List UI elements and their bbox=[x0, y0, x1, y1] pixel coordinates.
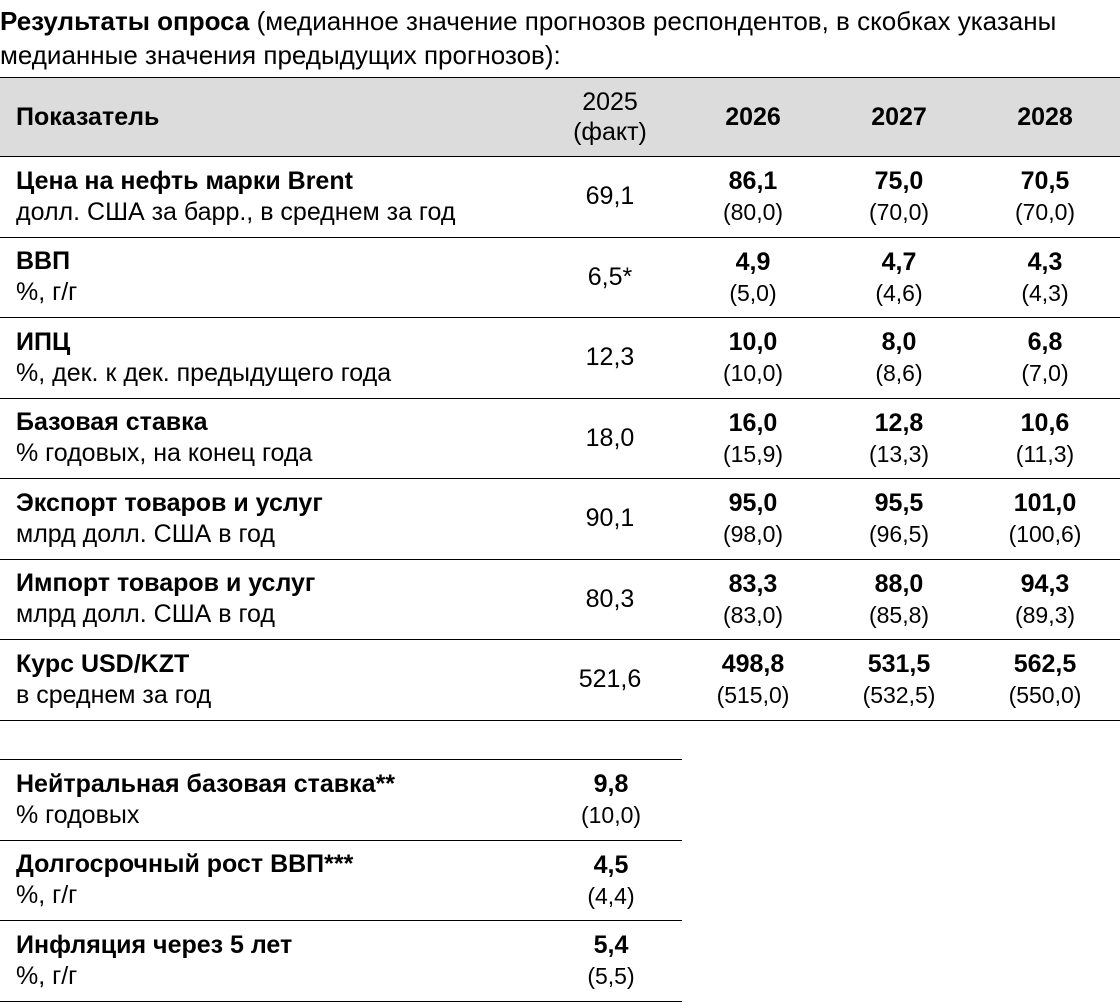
forecast-cell bbox=[680, 166, 826, 227]
previous-forecast: (70,0) bbox=[868, 199, 930, 226]
indicator-unit: %, г/г bbox=[16, 881, 78, 910]
table-row bbox=[0, 560, 1120, 641]
title-rest: (медианное значение прогнозов респондентов, в скобках указаны медианные значения предыдущих прогнозов): bbox=[0, 6, 1057, 70]
forecast-value: 75,0 bbox=[874, 167, 924, 196]
fact-value: 12,3 bbox=[585, 343, 635, 372]
forecast-value: 94,3 bbox=[1020, 569, 1070, 598]
forecast-cell bbox=[972, 327, 1118, 388]
previous-forecast: (7,0) bbox=[1021, 360, 1069, 387]
forecast-value: 10,6 bbox=[1020, 408, 1070, 437]
forecast-cell bbox=[826, 569, 972, 630]
title-bold: Результаты опроса bbox=[0, 6, 250, 36]
header-fact-year: 2025 bbox=[582, 88, 638, 116]
row-label bbox=[0, 930, 540, 992]
indicator-name: Экспорт товаров и услуг bbox=[16, 488, 323, 517]
forecast-value: 83,3 bbox=[728, 569, 778, 598]
fact-cell bbox=[540, 665, 680, 694]
indicator-name: ВВП bbox=[16, 247, 71, 276]
fact-cell bbox=[540, 585, 680, 614]
previous-forecast: (515,0) bbox=[716, 682, 790, 709]
forecast-value: 6,8 bbox=[1027, 328, 1063, 357]
header-indicator: Показатель bbox=[16, 102, 160, 131]
previous-forecast: (4,3) bbox=[1021, 279, 1069, 306]
forecast-value: 10,0 bbox=[728, 328, 778, 357]
table-body bbox=[0, 157, 1120, 721]
fact-value: 6,5* bbox=[587, 262, 633, 291]
indicator-name: Импорт товаров и услуг bbox=[16, 569, 316, 598]
forecast-cell bbox=[540, 930, 682, 991]
forecast-cell bbox=[680, 488, 826, 549]
forecast-value: 4,5 bbox=[593, 850, 629, 879]
fact-value: 69,1 bbox=[585, 182, 635, 211]
indicator-name: Цена на нефть марки Brent bbox=[16, 166, 353, 195]
header-year: 2027 bbox=[871, 102, 927, 131]
fact-cell bbox=[540, 504, 680, 533]
previous-forecast: (96,5) bbox=[868, 521, 930, 548]
previous-forecast: (8,6) bbox=[875, 360, 923, 387]
forecast-value: 4,9 bbox=[735, 247, 771, 276]
indicator-unit: %, г/г bbox=[16, 961, 78, 990]
forecast-value: 498,8 bbox=[721, 650, 785, 679]
table-row bbox=[0, 238, 1120, 319]
forecast-cell bbox=[972, 488, 1118, 549]
forecast-cell bbox=[680, 649, 826, 710]
forecast-value: 4,7 bbox=[881, 247, 917, 276]
fact-cell bbox=[540, 424, 680, 453]
previous-forecast: (532,5) bbox=[862, 682, 936, 709]
indicator-unit: % годовых, на конец года bbox=[16, 439, 313, 468]
previous-forecast: (80,0) bbox=[722, 199, 784, 226]
long-term-row bbox=[0, 921, 682, 1002]
forecast-value: 8,0 bbox=[881, 328, 917, 357]
forecast-cell bbox=[826, 247, 972, 308]
forecast-value: 531,5 bbox=[867, 650, 931, 679]
previous-forecast: (85,8) bbox=[868, 601, 930, 628]
forecast-cell bbox=[826, 649, 972, 710]
fact-cell bbox=[540, 182, 680, 211]
forecast-value: 95,0 bbox=[728, 489, 778, 518]
row-label bbox=[0, 407, 540, 469]
previous-forecast: (89,3) bbox=[1014, 601, 1076, 628]
forecast-cell bbox=[972, 649, 1118, 710]
header-year: 2026 bbox=[725, 102, 781, 131]
forecast-cell bbox=[826, 327, 972, 388]
page-title bbox=[0, 4, 1120, 72]
table-row bbox=[0, 157, 1120, 238]
forecast-value: 88,0 bbox=[874, 569, 924, 598]
forecast-value: 9,8 bbox=[593, 770, 629, 799]
forecast-cell bbox=[972, 247, 1118, 308]
forecast-cell bbox=[972, 569, 1118, 630]
row-label bbox=[0, 488, 540, 550]
indicator-unit: %, дек. к дек. предыдущего года bbox=[16, 358, 392, 387]
long-term-row bbox=[0, 760, 682, 841]
forecast-cell bbox=[540, 769, 682, 830]
forecast-cell bbox=[972, 166, 1118, 227]
previous-forecast: (83,0) bbox=[722, 601, 784, 628]
forecast-cell bbox=[826, 408, 972, 469]
forecast-cell bbox=[680, 569, 826, 630]
forecast-value: 12,8 bbox=[874, 408, 924, 437]
row-label bbox=[0, 849, 540, 911]
previous-forecast: (4,6) bbox=[875, 279, 923, 306]
indicator-unit: млрд долл. США в год bbox=[16, 600, 275, 629]
indicator-name: ИПЦ bbox=[16, 327, 71, 356]
previous-forecast: (13,3) bbox=[868, 440, 930, 467]
long-term-table bbox=[0, 759, 682, 1002]
forecast-cell bbox=[972, 408, 1118, 469]
forecast-value: 16,0 bbox=[728, 408, 778, 437]
fact-value: 521,6 bbox=[578, 665, 642, 694]
forecast-value: 86,1 bbox=[728, 167, 778, 196]
indicator-unit: % годовых bbox=[16, 800, 140, 829]
indicator-name: Нейтральная базовая ставка** bbox=[16, 769, 396, 798]
forecast-cell bbox=[680, 408, 826, 469]
fact-value: 80,3 bbox=[585, 584, 635, 613]
table-row bbox=[0, 399, 1120, 480]
row-label bbox=[0, 327, 540, 389]
indicator-name: Инфляция через 5 лет bbox=[16, 930, 293, 959]
forecast-cell bbox=[680, 327, 826, 388]
previous-forecast: (70,0) bbox=[1014, 199, 1076, 226]
previous-forecast: (4,4) bbox=[587, 882, 635, 909]
table-row bbox=[0, 318, 1120, 399]
previous-forecast: (10,0) bbox=[722, 360, 784, 387]
forecast-cell bbox=[826, 166, 972, 227]
header-year: 2028 bbox=[1017, 102, 1073, 131]
fact-cell bbox=[540, 343, 680, 372]
fact-value: 90,1 bbox=[585, 504, 635, 533]
forecast-cell bbox=[540, 850, 682, 911]
indicator-name: Долгосрочный рост ВВП*** bbox=[16, 850, 354, 879]
indicator-name: Базовая ставка bbox=[16, 408, 208, 437]
forecast-value: 101,0 bbox=[1013, 489, 1077, 518]
forecast-value: 4,3 bbox=[1027, 247, 1063, 276]
previous-forecast: (15,9) bbox=[722, 440, 784, 467]
table-row bbox=[0, 479, 1120, 560]
indicator-unit: %, г/г bbox=[16, 278, 78, 307]
row-label bbox=[0, 246, 540, 308]
forecast-value: 95,5 bbox=[874, 489, 924, 518]
row-label bbox=[0, 568, 540, 630]
header-fact-note: (факт) bbox=[573, 118, 647, 146]
previous-forecast: (5,0) bbox=[729, 279, 777, 306]
forecast-cell bbox=[826, 488, 972, 549]
row-label bbox=[0, 166, 540, 228]
forecast-table bbox=[0, 77, 1120, 721]
indicator-unit: млрд долл. США в год bbox=[16, 519, 275, 548]
previous-forecast: (11,3) bbox=[1015, 440, 1075, 467]
fact-value: 18,0 bbox=[585, 423, 635, 452]
forecast-cell bbox=[680, 247, 826, 308]
forecast-value: 70,5 bbox=[1020, 167, 1070, 196]
indicator-unit: долл. США за барр., в среднем за год bbox=[16, 197, 456, 226]
indicator-unit: в среднем за год bbox=[16, 680, 212, 709]
row-label bbox=[0, 769, 540, 831]
previous-forecast: (100,6) bbox=[1008, 521, 1082, 548]
previous-forecast: (98,0) bbox=[722, 521, 784, 548]
table-row bbox=[0, 640, 1120, 721]
fact-cell bbox=[540, 263, 680, 292]
indicator-name: Курс USD/KZT bbox=[16, 649, 190, 678]
forecast-value: 562,5 bbox=[1013, 650, 1077, 679]
forecast-value: 5,4 bbox=[593, 931, 629, 960]
previous-forecast: (550,0) bbox=[1008, 682, 1082, 709]
header-fact bbox=[540, 87, 680, 147]
previous-forecast: (5,5) bbox=[587, 963, 635, 990]
table-header bbox=[0, 77, 1120, 157]
previous-forecast: (10,0) bbox=[580, 802, 642, 829]
row-label bbox=[0, 649, 540, 711]
long-term-row bbox=[0, 841, 682, 922]
